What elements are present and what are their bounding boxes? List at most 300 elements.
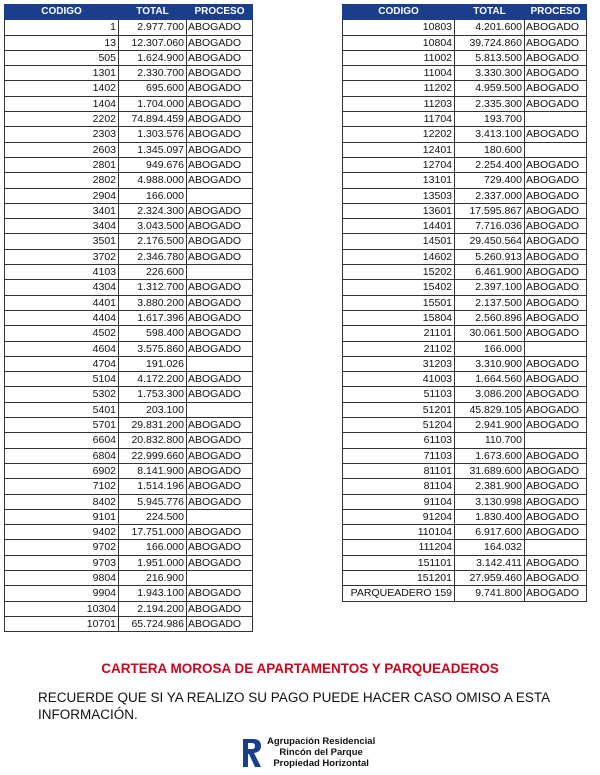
total-column-header: TOTAL xyxy=(455,5,525,20)
code-cell: 15202 xyxy=(343,265,455,280)
code-cell: 9904 xyxy=(5,586,119,601)
total-cell: 193.700 xyxy=(455,112,525,127)
table-row xyxy=(343,35,587,50)
total-cell: 729.400 xyxy=(455,173,525,188)
code-cell: 9402 xyxy=(5,525,119,540)
code-cell: 10701 xyxy=(5,616,119,631)
total-cell: 949.676 xyxy=(119,157,187,172)
total-cell: 1.617.396 xyxy=(119,310,187,325)
table-row xyxy=(343,310,587,325)
table-row xyxy=(343,173,587,188)
total-cell: 3.086.200 xyxy=(455,387,525,402)
process-cell: ABOGADO xyxy=(525,35,587,50)
code-cell: 5302 xyxy=(5,387,119,402)
code-cell: 11202 xyxy=(343,81,455,96)
table-row xyxy=(343,96,587,111)
code-cell: 21102 xyxy=(343,341,455,356)
table-row xyxy=(5,35,253,50)
code-cell: 13503 xyxy=(343,188,455,203)
code-cell: 4401 xyxy=(5,295,119,310)
logo-line-1: Agrupación Residencial xyxy=(267,736,376,747)
process-cell: ABOGADO xyxy=(525,525,587,540)
total-cell: 1.753.300 xyxy=(119,387,187,402)
table-row xyxy=(5,402,253,417)
process-cell: ABOGADO xyxy=(187,418,253,433)
process-cell: ABOGADO xyxy=(187,66,253,81)
total-cell: 2.346.780 xyxy=(119,249,187,264)
total-cell: 2.337.000 xyxy=(455,188,525,203)
total-cell: 3.575.860 xyxy=(119,341,187,356)
table-row xyxy=(5,280,253,295)
total-cell: 166.000 xyxy=(455,341,525,356)
table-row xyxy=(5,586,253,601)
table-row xyxy=(5,219,253,234)
table-row xyxy=(343,372,587,387)
total-cell: 1.664.560 xyxy=(455,372,525,387)
code-cell: 4304 xyxy=(5,280,119,295)
code-cell: 61103 xyxy=(343,433,455,448)
total-cell: 3.142.411 xyxy=(455,555,525,570)
total-cell: 29.450.564 xyxy=(455,234,525,249)
table-row xyxy=(5,81,253,96)
code-cell: 11002 xyxy=(343,50,455,65)
total-cell: 17.595.867 xyxy=(455,203,525,218)
table-row xyxy=(5,601,253,616)
right-debt-table xyxy=(342,4,587,602)
code-cell: 13101 xyxy=(343,173,455,188)
total-cell: 4.959.500 xyxy=(455,81,525,96)
total-column-header: TOTAL xyxy=(119,5,187,20)
process-cell: ABOGADO xyxy=(187,387,253,402)
code-cell: 9804 xyxy=(5,570,119,585)
total-cell: 191.026 xyxy=(119,356,187,371)
process-column-header: PROCESO xyxy=(187,5,253,20)
table-row xyxy=(5,540,253,555)
code-cell: 10803 xyxy=(343,20,455,35)
code-cell: 5401 xyxy=(5,402,119,417)
table-row xyxy=(343,50,587,65)
process-cell: ABOGADO xyxy=(187,142,253,157)
table-row xyxy=(5,234,253,249)
process-cell: ABOGADO xyxy=(525,249,587,264)
total-cell: 12.307.060 xyxy=(119,35,187,50)
code-cell: 10804 xyxy=(343,35,455,50)
total-cell: 4.172.200 xyxy=(119,372,187,387)
code-cell: 41003 xyxy=(343,372,455,387)
table-row xyxy=(5,372,253,387)
process-cell: ABOGADO xyxy=(187,601,253,616)
table-row xyxy=(343,112,587,127)
total-cell: 3.880.200 xyxy=(119,295,187,310)
table-row xyxy=(343,326,587,341)
total-cell: 2.324.300 xyxy=(119,203,187,218)
process-cell: ABOGADO xyxy=(187,295,253,310)
code-cell: 12401 xyxy=(343,142,455,157)
process-cell: ABOGADO xyxy=(187,586,253,601)
process-cell: ABOGADO xyxy=(525,479,587,494)
code-cell: 6804 xyxy=(5,448,119,463)
process-cell: ABOGADO xyxy=(525,219,587,234)
process-cell: ABOGADO xyxy=(187,50,253,65)
table-row xyxy=(5,295,253,310)
table-row xyxy=(343,433,587,448)
process-cell: ABOGADO xyxy=(525,372,587,387)
table-row xyxy=(343,280,587,295)
code-cell: 110104 xyxy=(343,525,455,540)
total-cell: 74.894.459 xyxy=(119,112,187,127)
total-cell: 1.951.000 xyxy=(119,555,187,570)
total-cell: 2.381.900 xyxy=(455,479,525,494)
total-cell: 2.941.900 xyxy=(455,418,525,433)
process-cell: ABOGADO xyxy=(525,570,587,585)
code-cell: 51201 xyxy=(343,402,455,417)
process-cell xyxy=(187,402,253,417)
process-cell xyxy=(525,433,587,448)
table-row xyxy=(343,586,587,601)
total-cell: 1.514.196 xyxy=(119,479,187,494)
table-row xyxy=(343,142,587,157)
table-row xyxy=(5,418,253,433)
total-cell: 1.312.700 xyxy=(119,280,187,295)
table-row xyxy=(5,341,253,356)
code-cell: 2603 xyxy=(5,142,119,157)
code-cell: 4103 xyxy=(5,265,119,280)
code-cell: 2202 xyxy=(5,112,119,127)
process-cell: ABOGADO xyxy=(187,20,253,35)
table-header-row xyxy=(343,5,587,20)
table-row xyxy=(5,494,253,509)
table-row xyxy=(343,463,587,478)
code-cell: 151101 xyxy=(343,555,455,570)
code-cell: 6902 xyxy=(5,463,119,478)
total-cell: 8.141.900 xyxy=(119,463,187,478)
total-cell: 226.600 xyxy=(119,265,187,280)
code-cell: 5104 xyxy=(5,372,119,387)
code-cell: 13 xyxy=(5,35,119,50)
total-cell: 164.032 xyxy=(455,540,525,555)
table-row xyxy=(5,249,253,264)
table-row xyxy=(5,616,253,631)
total-cell: 166.000 xyxy=(119,188,187,203)
table-row xyxy=(5,509,253,524)
process-cell xyxy=(187,265,253,280)
process-cell: ABOGADO xyxy=(525,463,587,478)
total-cell: 2.330.700 xyxy=(119,66,187,81)
total-cell: 4.988.000 xyxy=(119,173,187,188)
process-cell: ABOGADO xyxy=(525,448,587,463)
process-cell: ABOGADO xyxy=(187,280,253,295)
process-cell: ABOGADO xyxy=(525,188,587,203)
total-cell: 5.945.776 xyxy=(119,494,187,509)
code-cell: PARQUEADERO 159 xyxy=(343,586,455,601)
code-column-header: CODIGO xyxy=(343,5,455,20)
process-cell xyxy=(525,540,587,555)
table-row xyxy=(343,525,587,540)
total-cell: 2.560.896 xyxy=(455,310,525,325)
code-cell: 2904 xyxy=(5,188,119,203)
total-cell: 2.254.400 xyxy=(455,157,525,172)
total-cell: 65.724.986 xyxy=(119,616,187,631)
table-row xyxy=(343,479,587,494)
process-cell: ABOGADO xyxy=(525,50,587,65)
code-cell: 4404 xyxy=(5,310,119,325)
process-cell: ABOGADO xyxy=(187,433,253,448)
table-row xyxy=(343,265,587,280)
residential-logo xyxy=(241,736,375,769)
code-cell: 1402 xyxy=(5,81,119,96)
code-cell: 15501 xyxy=(343,295,455,310)
total-cell: 17.751.000 xyxy=(119,525,187,540)
process-cell: ABOGADO xyxy=(525,387,587,402)
left-debt-table xyxy=(4,4,253,632)
code-cell: 15804 xyxy=(343,310,455,325)
total-cell: 110.700 xyxy=(455,433,525,448)
total-cell: 1.830.400 xyxy=(455,509,525,524)
table-row xyxy=(5,555,253,570)
table-row xyxy=(5,525,253,540)
table-row xyxy=(5,20,253,35)
code-cell: 10304 xyxy=(5,601,119,616)
table-row xyxy=(5,188,253,203)
code-cell: 5701 xyxy=(5,418,119,433)
code-cell: 2802 xyxy=(5,173,119,188)
total-cell: 216.900 xyxy=(119,570,187,585)
table-row xyxy=(5,463,253,478)
process-cell xyxy=(525,341,587,356)
code-cell: 81104 xyxy=(343,479,455,494)
table-row xyxy=(343,570,587,585)
table-header-row xyxy=(5,5,253,20)
table-row xyxy=(5,570,253,585)
process-cell: ABOGADO xyxy=(525,418,587,433)
code-cell: 91104 xyxy=(343,494,455,509)
process-cell xyxy=(187,570,253,585)
process-cell: ABOGADO xyxy=(525,356,587,371)
process-cell xyxy=(525,112,587,127)
code-cell: 81101 xyxy=(343,463,455,478)
process-cell: ABOGADO xyxy=(525,66,587,81)
code-cell: 51204 xyxy=(343,418,455,433)
total-cell: 3.413.100 xyxy=(455,127,525,142)
process-cell: ABOGADO xyxy=(187,310,253,325)
total-cell: 31.689.600 xyxy=(455,463,525,478)
process-cell: ABOGADO xyxy=(187,157,253,172)
table-row xyxy=(343,356,587,371)
code-cell: 11004 xyxy=(343,66,455,81)
process-cell: ABOGADO xyxy=(187,616,253,631)
table-row xyxy=(343,203,587,218)
table-row xyxy=(5,433,253,448)
total-cell: 9.741.800 xyxy=(455,586,525,601)
process-cell: ABOGADO xyxy=(187,494,253,509)
process-cell: ABOGADO xyxy=(187,555,253,570)
total-cell: 1.624.900 xyxy=(119,50,187,65)
code-cell: 11203 xyxy=(343,96,455,111)
code-cell: 1301 xyxy=(5,66,119,81)
code-cell: 21101 xyxy=(343,326,455,341)
table-row xyxy=(343,540,587,555)
table-row xyxy=(5,173,253,188)
total-cell: 7.716.036 xyxy=(455,219,525,234)
table-row xyxy=(5,387,253,402)
total-cell: 1.943.100 xyxy=(119,586,187,601)
right-table-body xyxy=(343,20,587,601)
table-row xyxy=(5,112,253,127)
code-cell: 6604 xyxy=(5,433,119,448)
total-cell: 2.335.300 xyxy=(455,96,525,111)
process-cell: ABOGADO xyxy=(525,20,587,35)
table-row xyxy=(343,66,587,81)
process-cell: ABOGADO xyxy=(525,310,587,325)
process-cell: ABOGADO xyxy=(187,203,253,218)
process-cell: ABOGADO xyxy=(525,402,587,417)
code-cell: 151201 xyxy=(343,570,455,585)
table-row xyxy=(5,127,253,142)
code-cell: 7102 xyxy=(5,479,119,494)
table-row xyxy=(343,341,587,356)
code-cell: 505 xyxy=(5,50,119,65)
process-cell: ABOGADO xyxy=(525,127,587,142)
total-cell: 2.137.500 xyxy=(455,295,525,310)
total-cell: 2.194.200 xyxy=(119,601,187,616)
total-cell: 3.330.300 xyxy=(455,66,525,81)
process-cell: ABOGADO xyxy=(525,173,587,188)
total-cell: 1.345.097 xyxy=(119,142,187,157)
code-cell: 3401 xyxy=(5,203,119,218)
code-cell: 3501 xyxy=(5,234,119,249)
code-cell: 1 xyxy=(5,20,119,35)
table-row xyxy=(5,479,253,494)
code-cell: 14501 xyxy=(343,234,455,249)
total-cell: 20.832.800 xyxy=(119,433,187,448)
total-cell: 203.100 xyxy=(119,402,187,417)
process-cell: ABOGADO xyxy=(187,341,253,356)
code-cell: 4502 xyxy=(5,326,119,341)
code-cell: 51103 xyxy=(343,387,455,402)
table-row xyxy=(343,20,587,35)
total-cell: 27.959.460 xyxy=(455,570,525,585)
left-table-body xyxy=(5,20,253,632)
total-cell: 6.461.900 xyxy=(455,265,525,280)
table-row xyxy=(343,219,587,234)
process-cell: ABOGADO xyxy=(525,280,587,295)
total-cell: 1.704.000 xyxy=(119,96,187,111)
total-cell: 29.831.200 xyxy=(119,418,187,433)
total-cell: 2.397.100 xyxy=(455,280,525,295)
process-cell: ABOGADO xyxy=(187,448,253,463)
table-row xyxy=(343,418,587,433)
overdue-accounts-heading: CARTERA MOROSA DE APARTAMENTOS Y PARQUEADEROS xyxy=(101,661,499,676)
process-cell: ABOGADO xyxy=(187,234,253,249)
code-cell: 71103 xyxy=(343,448,455,463)
building-r-logo-icon xyxy=(241,737,263,769)
total-cell: 4.201.600 xyxy=(455,20,525,35)
process-cell: ABOGADO xyxy=(525,555,587,570)
table-row xyxy=(343,555,587,570)
table-row xyxy=(343,81,587,96)
process-cell: ABOGADO xyxy=(187,463,253,478)
process-cell xyxy=(187,188,253,203)
table-row xyxy=(5,356,253,371)
total-cell: 166.000 xyxy=(119,540,187,555)
code-cell: 1404 xyxy=(5,96,119,111)
total-cell: 30.061.500 xyxy=(455,326,525,341)
process-cell: ABOGADO xyxy=(525,265,587,280)
process-cell: ABOGADO xyxy=(525,234,587,249)
table-row xyxy=(343,402,587,417)
table-row xyxy=(5,310,253,325)
process-cell: ABOGADO xyxy=(525,96,587,111)
process-cell: ABOGADO xyxy=(187,219,253,234)
process-cell: ABOGADO xyxy=(187,127,253,142)
code-cell: 4604 xyxy=(5,341,119,356)
process-cell xyxy=(187,356,253,371)
process-cell: ABOGADO xyxy=(187,372,253,387)
process-cell: ABOGADO xyxy=(525,494,587,509)
process-cell: ABOGADO xyxy=(525,81,587,96)
table-row xyxy=(343,127,587,142)
table-row xyxy=(5,326,253,341)
table-row xyxy=(343,249,587,264)
process-column-header: PROCESO xyxy=(525,5,587,20)
process-cell: ABOGADO xyxy=(525,509,587,524)
process-cell: ABOGADO xyxy=(525,157,587,172)
table-row xyxy=(343,448,587,463)
total-cell: 224.500 xyxy=(119,509,187,524)
code-cell: 31203 xyxy=(343,356,455,371)
total-cell: 3.130.998 xyxy=(455,494,525,509)
code-cell: 11704 xyxy=(343,112,455,127)
table-row xyxy=(5,142,253,157)
total-cell: 45.829.105 xyxy=(455,402,525,417)
code-cell: 12202 xyxy=(343,127,455,142)
table-row xyxy=(343,295,587,310)
process-cell: ABOGADO xyxy=(187,96,253,111)
code-cell: 2801 xyxy=(5,157,119,172)
total-cell: 39.724.860 xyxy=(455,35,525,50)
table-row xyxy=(5,157,253,172)
process-cell: ABOGADO xyxy=(187,112,253,127)
code-cell: 111204 xyxy=(343,540,455,555)
code-cell: 13601 xyxy=(343,203,455,218)
logo-line-2: Rincón del Parque xyxy=(279,747,363,758)
table-row xyxy=(343,387,587,402)
table-row xyxy=(343,188,587,203)
total-cell: 180.600 xyxy=(455,142,525,157)
total-cell: 2.176.500 xyxy=(119,234,187,249)
process-cell: ABOGADO xyxy=(187,249,253,264)
table-row xyxy=(5,203,253,218)
code-cell: 91204 xyxy=(343,509,455,524)
logo-text xyxy=(267,736,375,769)
process-cell: ABOGADO xyxy=(525,586,587,601)
total-cell: 695.600 xyxy=(119,81,187,96)
total-cell: 3.043.500 xyxy=(119,219,187,234)
total-cell: 2.977.700 xyxy=(119,20,187,35)
total-cell: 3.310.900 xyxy=(455,356,525,371)
code-cell: 14401 xyxy=(343,219,455,234)
logo-line-3: Propiedad Horizontal xyxy=(273,758,369,769)
table-row xyxy=(343,509,587,524)
table-row xyxy=(343,494,587,509)
table-row xyxy=(5,50,253,65)
table-row xyxy=(343,234,587,249)
code-cell: 2303 xyxy=(5,127,119,142)
process-cell: ABOGADO xyxy=(525,203,587,218)
table-row xyxy=(343,157,587,172)
total-cell: 1.673.600 xyxy=(455,448,525,463)
total-cell: 22.999.660 xyxy=(119,448,187,463)
